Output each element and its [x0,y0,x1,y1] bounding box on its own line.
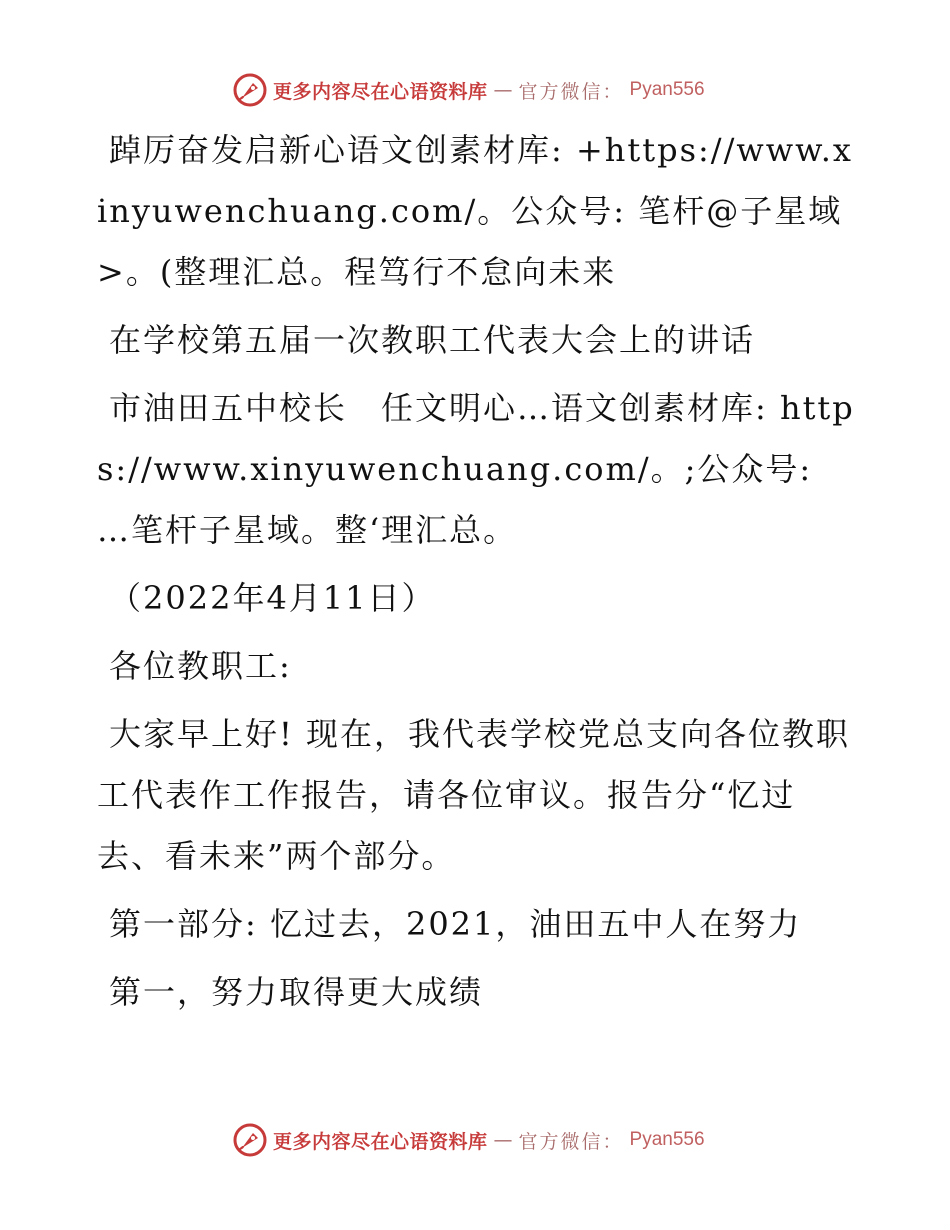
watermark-separator: — [493,1129,513,1151]
watermark-wechat-label: 官方微信： [518,1130,624,1153]
opening-paragraph: 大家早上好! 现在，我代表学校党总支向各位教职工代表作工作报告，请各位审议。报告分“忆过去、看未来”两个部分。 [97,715,851,875]
speech-title: 在学校第五届一次教职工代表大会上的讲话 [109,321,756,359]
watermark-text: 更多内容尽在心语资料库 [273,1130,488,1153]
pen-nib-logo-icon [233,1123,267,1157]
footer-watermark [233,1122,705,1158]
intro-paragraph: 踔厉奋发启新心语文创素材库: +https://www.xinyuwenchuang.com/。公众号: 笔杆@子星域>。(整理汇总。程笃行不怠向未来 [97,131,853,291]
section-heading-part-one: 第一部分: 忆过去，2021，油田五中人在努力 [109,905,802,943]
speech-date: （2022年4月11日） [109,579,436,617]
watermark-wechat-id: Pyan556 [629,1129,705,1150]
pen-nib-logo-icon [233,73,267,107]
watermark-wechat-id: Pyan556 [629,79,705,100]
document-body [97,120,857,1023]
watermark-separator: — [493,79,513,101]
salutation: 各位教职工: [109,647,292,685]
subsection-heading-first: 第一，努力取得更大成绩 [109,973,484,1011]
speaker-line: 市油田五中校长 任文明心…语文创素材库: https://www.xinyuwenchuang.com/。;公众号: …笔杆子星域。整ʻ理汇总。 [97,389,855,549]
header-watermark [233,72,705,108]
watermark-wechat-label: 官方微信： [518,80,624,103]
watermark-text: 更多内容尽在心语资料库 [273,80,488,103]
